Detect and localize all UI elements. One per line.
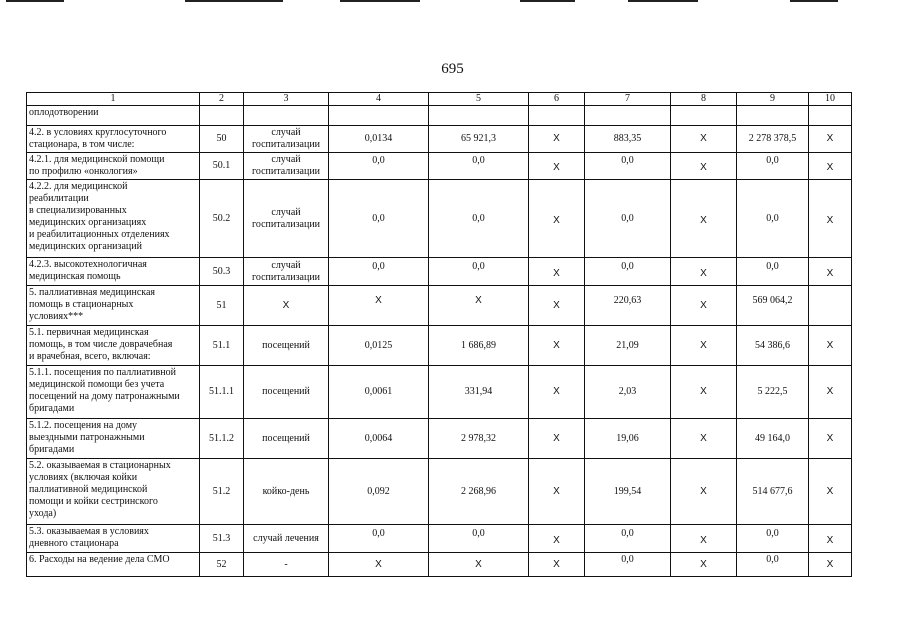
cell-col7: 220,63 (585, 281, 671, 321)
table-row (27, 326, 852, 366)
row-name: 5.3. оказываемая в условиях дневного стационара (27, 525, 200, 553)
row-name: 5.1.1. посещения по паллиативной медицинской помощи без учета посещений на дому патронажными бригадами (27, 366, 200, 419)
cell-col7: 0,0 (585, 148, 671, 175)
row-code: 51.3 (200, 525, 244, 553)
row-code (200, 106, 244, 126)
cell-col7 (585, 106, 671, 126)
cell-col6: X (529, 459, 585, 525)
cell-col5: 0,0 (429, 520, 529, 548)
cell-col5: 0,0 (429, 148, 529, 175)
cell-col10: X (809, 553, 852, 577)
scan-edge-line (520, 0, 575, 2)
row-code: 50 (200, 126, 244, 153)
cell-col8: X (671, 260, 737, 288)
cell-col10: X (809, 260, 852, 288)
cell-col10: X (809, 126, 852, 153)
column-header: 2 (200, 93, 244, 106)
cell-col10: X (809, 419, 852, 459)
cell-col10: X (809, 459, 852, 525)
column-header: 8 (671, 93, 737, 106)
cell-col9: 49 164,0 (737, 419, 809, 459)
cell-col6: X (529, 553, 585, 577)
cell-col9 (737, 106, 809, 126)
cell-col7: 883,35 (585, 126, 671, 153)
row-code: 51.1.2 (200, 419, 244, 459)
cell-col6 (529, 106, 585, 126)
row-code: 51 (200, 286, 244, 326)
row-name: 4.2.1. для медицинской помощи по профилю «онкология» (27, 153, 200, 180)
row-unit: случай госпитализации (244, 153, 329, 180)
cell-col5: 0,0 (429, 180, 529, 258)
scan-edge-line (185, 0, 283, 2)
row-code: 51.2 (200, 459, 244, 525)
column-header: 6 (529, 93, 585, 106)
row-code: 51.1.1 (200, 366, 244, 419)
cell-col8: X (671, 366, 737, 419)
cell-col9: 54 386,6 (737, 326, 809, 366)
row-name: 6. Расходы на ведение дела СМО (27, 553, 200, 577)
cell-col10: X (809, 366, 852, 419)
cell-col6: X (529, 182, 585, 260)
cell-col9: 569 064,2 (737, 281, 809, 321)
data-table (26, 92, 852, 577)
row-unit: посещений (244, 419, 329, 459)
cell-col5: 2 268,96 (429, 459, 529, 525)
row-name: оплодотворении (27, 106, 200, 126)
table-row (27, 180, 852, 258)
cell-col8: X (671, 326, 737, 366)
cell-col4: 0,0061 (329, 366, 429, 419)
cell-col7: 0,0 (585, 520, 671, 548)
table-row (27, 106, 852, 126)
cell-col6: X (529, 419, 585, 459)
cell-col8: X (671, 527, 737, 555)
row-name: 5.1.2. посещения на дому выездными патронажными бригадами (27, 419, 200, 459)
cell-col9: 514 677,6 (737, 459, 809, 525)
column-header: 1 (27, 93, 200, 106)
row-code: 50.3 (200, 258, 244, 286)
cell-col10 (809, 106, 852, 126)
cell-col5: 65 921,3 (429, 126, 529, 153)
row-unit: - (244, 553, 329, 577)
cell-col4: X (329, 281, 429, 321)
cell-col4: X (329, 553, 429, 577)
cell-col5: 0,0 (429, 253, 529, 281)
row-name: 5. паллиативная медицинская помощь в стационарных условиях*** (27, 286, 200, 326)
table-row (27, 153, 852, 180)
cell-col8: X (671, 459, 737, 525)
column-header: 7 (585, 93, 671, 106)
row-code: 50.2 (200, 180, 244, 258)
cell-col6: X (529, 326, 585, 366)
cell-col9: 0,0 (737, 548, 809, 572)
cell-col10 (809, 286, 852, 326)
row-unit: посещений (244, 326, 329, 366)
row-name: 5.2. оказываемая в стационарных условиях (включая койки паллиативной медицинской помощи и койки сестринского ухода) (27, 459, 200, 525)
row-unit: случай лечения (244, 525, 329, 553)
cell-col5: 331,94 (429, 366, 529, 419)
row-code: 50.1 (200, 153, 244, 180)
cell-col4: 0,0134 (329, 126, 429, 153)
table-row (27, 525, 852, 553)
cell-col7: 0,0 (585, 548, 671, 572)
cell-col6: X (529, 260, 585, 288)
cell-col4: 0,092 (329, 459, 429, 525)
row-code: 51.1 (200, 326, 244, 366)
cell-col7: 0,0 (585, 180, 671, 258)
cell-col7: 19,06 (585, 419, 671, 459)
row-unit: случай госпитализации (244, 180, 329, 258)
header-row (27, 93, 852, 106)
table-row (27, 366, 852, 419)
cell-col8: X (671, 286, 737, 326)
cell-col8: X (671, 182, 737, 260)
table-row (27, 419, 852, 459)
column-header: 5 (429, 93, 529, 106)
cell-col6: X (529, 286, 585, 326)
row-name: 4.2.2. для медицинской реабилитации в специализированных медицинских организациях и реабилитационных отделениях медицинских организаций (27, 180, 200, 258)
row-name: 5.1. первичная медицинская помощь, в том числе доврачебная и врачебная, всего, включая: (27, 326, 200, 366)
row-unit: посещений (244, 366, 329, 419)
column-header: 4 (329, 93, 429, 106)
row-unit: случай госпитализации (244, 126, 329, 153)
row-unit: X (244, 286, 329, 326)
cell-col5: 1 686,89 (429, 326, 529, 366)
cell-col6: X (529, 366, 585, 419)
cell-col9: 5 222,5 (737, 366, 809, 419)
cell-col9: 0,0 (737, 520, 809, 548)
cell-col8: X (671, 126, 737, 153)
scan-edge-line (6, 0, 64, 2)
scan-edge-line (340, 0, 420, 2)
cell-col10: X (809, 155, 852, 182)
cell-col10: X (809, 527, 852, 555)
cell-col7: 0,0 (585, 253, 671, 281)
cell-col6: X (529, 527, 585, 555)
row-unit: койко-день (244, 459, 329, 525)
row-unit: случай госпитализации (244, 258, 329, 286)
row-code: 52 (200, 553, 244, 577)
row-name: 4.2. в условиях круглосуточного стационара, в том числе: (27, 126, 200, 153)
cell-col10: X (809, 182, 852, 260)
cell-col4: 0,0 (329, 520, 429, 548)
column-header: 10 (809, 93, 852, 106)
cell-col8 (671, 106, 737, 126)
cell-col10: X (809, 326, 852, 366)
cell-col5: X (429, 281, 529, 321)
cell-col8: X (671, 155, 737, 182)
cell-col7: 2,03 (585, 366, 671, 419)
cell-col4: 0,0125 (329, 326, 429, 366)
column-header: 9 (737, 93, 809, 106)
cell-col9: 0,0 (737, 180, 809, 258)
cell-col6: X (529, 126, 585, 153)
page-number: 695 (441, 61, 464, 77)
cell-col4 (329, 106, 429, 126)
table-row (27, 459, 852, 525)
cell-col7: 21,09 (585, 326, 671, 366)
cell-col4: 0,0 (329, 148, 429, 175)
cell-col4: 0,0 (329, 180, 429, 258)
cell-col6: X (529, 155, 585, 182)
cell-col9: 2 278 378,5 (737, 126, 809, 153)
cell-col4: 0,0 (329, 253, 429, 281)
column-header: 3 (244, 93, 329, 106)
row-name: 4.2.3. высокотехнологичная медицинская помощь (27, 258, 200, 286)
cell-col5 (429, 106, 529, 126)
cell-col5: 2 978,32 (429, 419, 529, 459)
table-row (27, 553, 852, 577)
table-row (27, 286, 852, 326)
scan-edge-line (790, 0, 838, 2)
cell-col8: X (671, 553, 737, 577)
cell-col8: X (671, 419, 737, 459)
row-unit (244, 106, 329, 126)
cell-col9: 0,0 (737, 253, 809, 281)
cell-col7: 199,54 (585, 459, 671, 525)
cell-col5: X (429, 553, 529, 577)
scan-edge-line (628, 0, 698, 2)
cell-col4: 0,0064 (329, 419, 429, 459)
cell-col9: 0,0 (737, 148, 809, 175)
